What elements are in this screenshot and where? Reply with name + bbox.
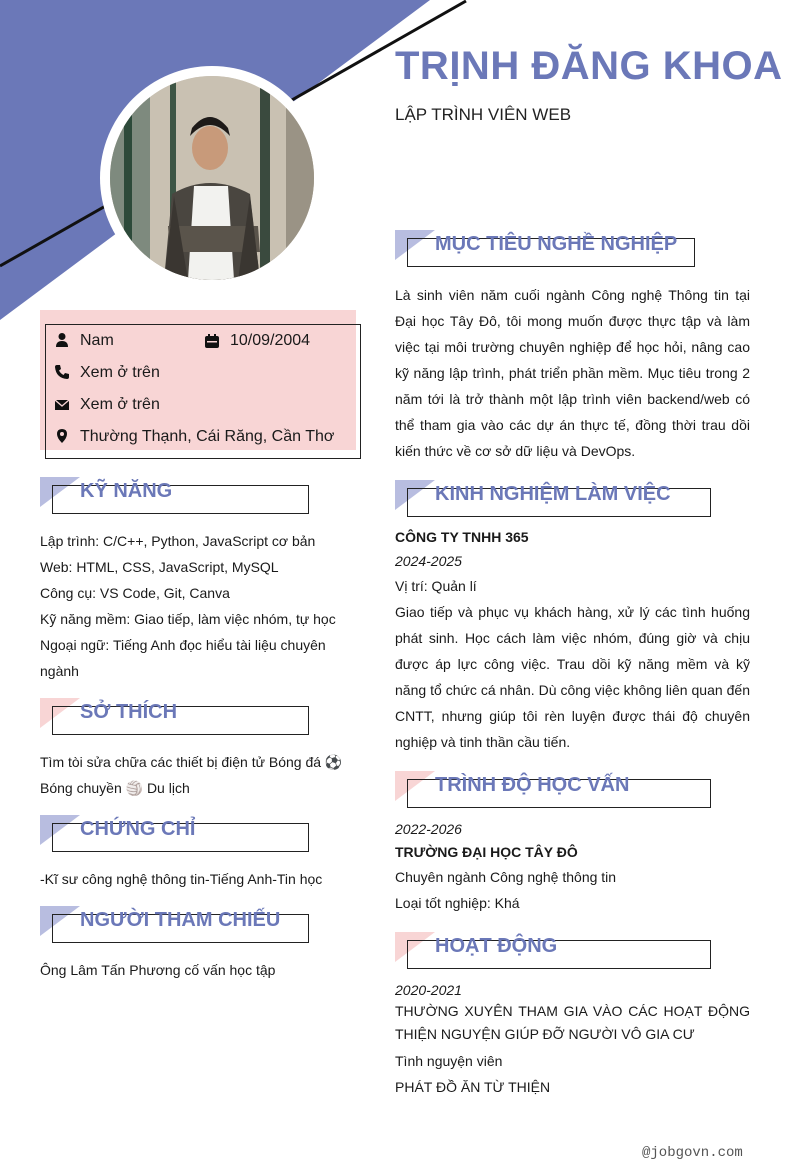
avatar-illustration — [110, 76, 314, 280]
skills-section-header — [40, 477, 310, 505]
references-text: Ông Lâm Tấn Phương cố vấn học tập — [40, 962, 276, 978]
avatar — [110, 76, 314, 280]
list-item: Kỹ năng mềm: Giao tiếp, làm việc nhóm, tự học — [40, 611, 336, 627]
hobbies-text: Tìm tòi sửa chữa các thiết bị điện tử Bóng đá ⚽ Bóng chuyền 🏐 Du lịch — [40, 754, 343, 796]
school-name: TRƯỜNG ĐẠI HỌC TÂY ĐÔ — [395, 844, 578, 860]
experience-position: Vị trí: Quản lí — [395, 578, 477, 594]
section-title: KỸ NĂNG — [80, 480, 173, 502]
job-title: LẬP TRÌNH VIÊN WEB — [395, 105, 572, 124]
activities-detail: PHÁT ĐỒ ĂN TỪ THIỆN — [395, 1079, 551, 1095]
hobbies-section-header — [40, 698, 310, 726]
location-icon — [54, 428, 70, 444]
references-section-header — [40, 906, 310, 934]
education-grade: Loại tốt nghiệp: Khá — [395, 895, 520, 911]
profile-photo-frame — [100, 66, 324, 290]
section-title: NGƯỜI THAM CHIẾU — [80, 909, 281, 931]
experience-section-header — [395, 480, 715, 508]
section-title: KINH NGHIỆM LÀM VIỆC — [435, 483, 671, 505]
objective-section-header — [395, 230, 700, 258]
experience-description: Giao tiếp và phục vụ khách hàng, xử lý các tình huống phát sinh. Học cách làm việc nhóm, đúng giờ và chịu được áp lực công việc. Trau dồi kỹ năng mềm và kỹ năng tổ chức cá nhân. Dù công việc không liên quan đến CNTT, nhưng giúp tôi rèn luyện được thái độ chuyên nghiệp và tinh thần cầu tiến. — [395, 604, 750, 750]
section-title: MỤC TIÊU NGHỀ NGHIỆP — [435, 233, 678, 255]
certificates-text: -Kĩ sư công nghệ thông tin-Tiếng Anh-Tin học — [40, 871, 323, 887]
phone-value: Xem ở trên — [80, 364, 160, 381]
list-item: Lập trình: C/C++, Python, JavaScript cơ bản — [40, 533, 316, 549]
experience-period: 2024-2025 — [395, 553, 462, 569]
list-item: Công cụ: VS Code, Git, Canva — [40, 585, 230, 601]
activities-period: 2020-2021 — [395, 982, 462, 998]
candidate-name: TRỊNH ĐĂNG KHOA — [395, 44, 783, 88]
section-title: CHỨNG CHỈ — [80, 818, 196, 840]
person-icon — [54, 332, 70, 348]
address-value: Thường Thạnh, Cái Răng, Cần Thơ — [80, 428, 335, 445]
email-icon — [54, 397, 70, 413]
skills-list — [40, 528, 356, 684]
section-title: SỞ THÍCH — [80, 701, 178, 723]
gender-value: Nam — [80, 332, 114, 349]
birthdate-value: 10/09/2004 — [230, 332, 311, 349]
email-value: Xem ở trên — [80, 396, 160, 413]
calendar-icon — [204, 333, 220, 349]
activities-name: THƯỜNG XUYÊN THAM GIA VÀO CÁC HOẠT ĐỘNG THIỆN NGUYỆN GIÚP ĐỠ NGƯỜI VÔ GIA CƯ — [395, 1003, 750, 1042]
watermark: @jobgovn.com — [642, 1145, 743, 1161]
section-title: HOẠT ĐỘNG — [435, 935, 558, 957]
list-item: Web: HTML, CSS, JavaScript, MySQL — [40, 559, 279, 575]
activities-role: Tình nguyện viên — [395, 1053, 503, 1069]
phone-icon — [54, 364, 70, 380]
education-major: Chuyên ngành Công nghệ thông tin — [395, 869, 617, 885]
activities-section-header — [395, 932, 715, 960]
education-section-header — [395, 771, 715, 799]
section-title: TRÌNH ĐỘ HỌC VẤN — [435, 774, 630, 796]
company-name: CÔNG TY TNHH 365 — [395, 529, 529, 545]
objective-text: Là sinh viên năm cuối ngành Công nghệ Thông tin tại Đại học Tây Đô, tôi mong muốn được thực tập và làm việc tại môi trường chuyên nghiệp để học hỏi, nâng cao kỹ năng lập trình, phát triển phần mềm. Mục tiêu trong 2 năm tới là trở thành một lập trình viên backend/web có thể tham gia vào các dự án thực tế, đồng thời trau dồi kiến thức về cơ sở dữ liệu và DevOps. — [395, 287, 750, 459]
certificates-section-header — [40, 815, 310, 843]
list-item: Ngoại ngữ: Tiếng Anh đọc hiểu tài liệu chuyên ngành — [40, 637, 326, 679]
education-period: 2022-2026 — [395, 821, 462, 837]
